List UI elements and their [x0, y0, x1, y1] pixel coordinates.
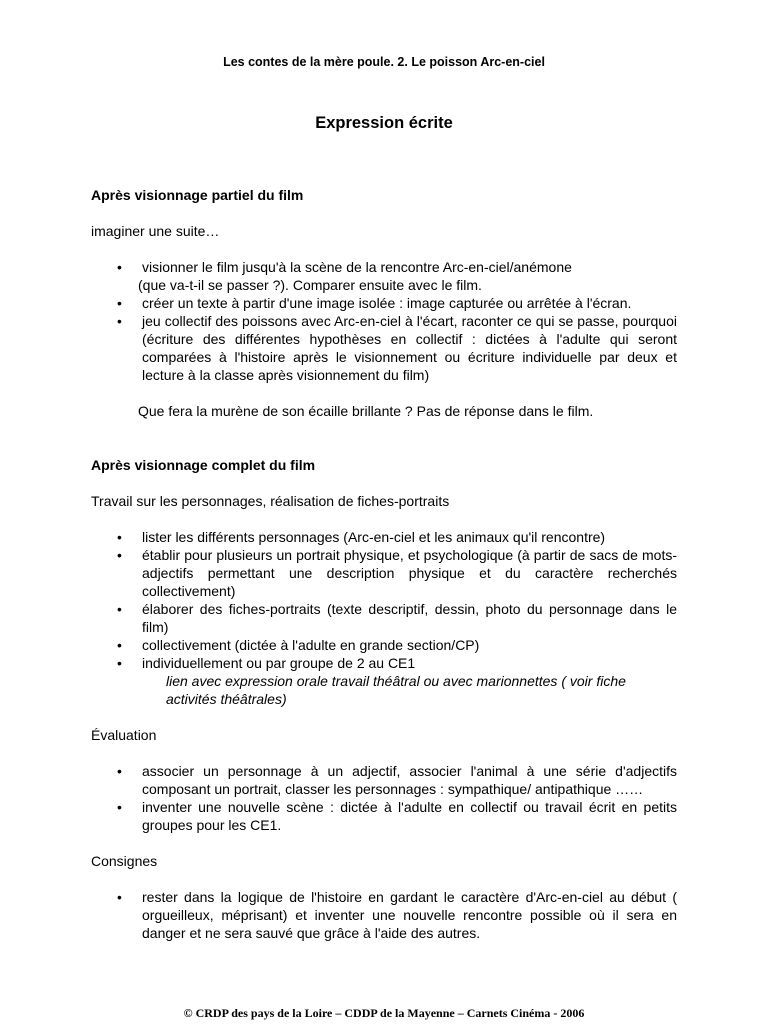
bullet-list-complete [91, 528, 677, 708]
list-item: • rester dans la logique de l'histoire en gardant le caractère d'Arc-en-ciel au début ( orgueilleux, méprisant) et inventer une nouvelle rencontre possible où il sera en danger et ne sera sauvé que grâce à l'aide des autres. [91, 888, 677, 942]
list-item [91, 258, 677, 294]
document-header: Les contes de la mère poule. 2. Le poisson Arc-en-ciel [223, 55, 545, 69]
section-note: Que fera la murène de son écaille brillante ? Pas de réponse dans le film. [138, 403, 594, 419]
document-footer: © CRDP des pays de la Loire – CDDP de la Mayenne – Carnets Cinéma - 2006 [183, 1006, 585, 1020]
list-item-italic-note: lien avec expression orale travail théâtral ou avec marionnettes ( voir fiche activités théâtrales) [166, 673, 626, 707]
section-intro-partial: imaginer une suite… [91, 223, 220, 239]
document-body [91, 186, 677, 942]
page-title: Expression écrite [315, 114, 453, 132]
list-item-continuation: (que va-t-il se passer ?). Comparer ensuite avec le film. [138, 277, 482, 293]
bullet-list-evaluation [91, 762, 677, 834]
list-item: • jeu collectif des poissons avec Arc-en-ciel à l'écart, raconter ce qui se passe, pourquoi (écriture des différentes hypothèses en collectif : dictées à l'adulte qui seront comparées à l'histoire après le visionnement ou écriture individuelle par deux et lecture à la classe après visionnement du film) [91, 312, 677, 384]
list-item [91, 654, 677, 708]
section-heading-partial: Après visionnage partiel du film [91, 187, 304, 203]
list-item: • établir pour plusieurs un portrait physique, et psychologique (à partir de sacs de mots-adjectifs permettant une description physique et du caractère recherchés collectivement) [91, 546, 677, 600]
list-item: • inventer une nouvelle scène : dictée à l'adulte en collectif ou travail écrit en petits groupes pour les CE1. [91, 798, 677, 834]
list-item: • élaborer des fiches-portraits (texte descriptif, dessin, photo du personnage dans le film) [91, 600, 677, 636]
list-item-text: visionner le film jusqu'à la scène de la rencontre Arc-en-ciel/anémone [142, 259, 572, 275]
section-heading-complete: Après visionnage complet du film [91, 457, 316, 473]
list-item-text: individuellement ou par groupe de 2 au CE1 [142, 655, 416, 671]
list-item: • lister les différents personnages (Arc-en-ciel et les animaux qu'il rencontre) [91, 528, 677, 546]
section-intro-complete: Travail sur les personnages, réalisation de fiches-portraits [91, 493, 450, 509]
bullet-list-consignes [91, 888, 677, 942]
bullet-list-partial [91, 258, 677, 384]
section-heading-evaluation: Évaluation [91, 727, 157, 743]
list-item: • associer un personnage à un adjectif, associer l'animal à une série d'adjectifs composant un portrait, classer les personnages : sympathique/ antipathique …… [91, 762, 677, 798]
list-item: • collectivement (dictée à l'adulte en grande section/CP) [91, 636, 677, 654]
section-heading-consignes: Consignes [91, 853, 158, 869]
list-item: • créer un texte à partir d'une image isolée : image capturée ou arrêtée à l'écran. [91, 294, 677, 312]
